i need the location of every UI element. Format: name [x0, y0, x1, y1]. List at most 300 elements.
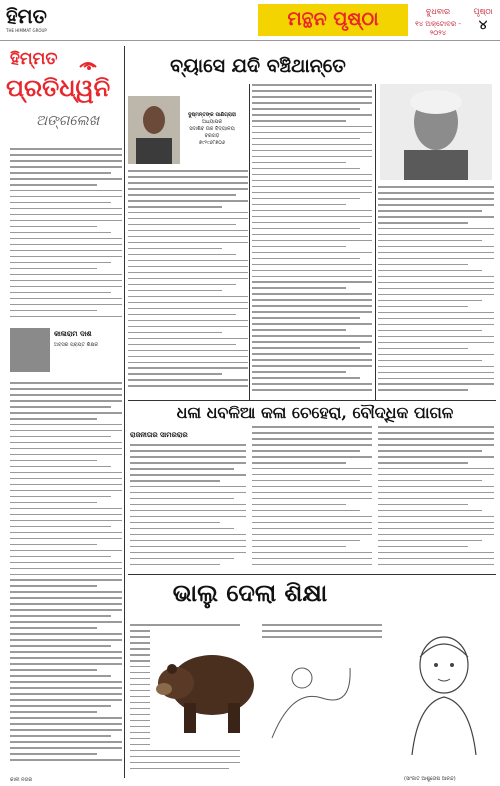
article-text-col8	[378, 426, 494, 570]
text-line	[378, 389, 468, 391]
text-line	[10, 621, 122, 623]
text-line	[252, 438, 372, 440]
article2-subhead: ରାଜନୀତାର ସାମରରାର	[130, 431, 188, 439]
text-line	[252, 329, 346, 331]
text-line	[10, 520, 122, 522]
text-line	[10, 759, 122, 761]
text-line	[130, 750, 240, 752]
text-line	[130, 534, 246, 536]
article-text-col5	[10, 382, 122, 770]
text-line	[10, 274, 122, 276]
text-line	[378, 504, 468, 506]
text-line	[130, 762, 240, 764]
text-line	[378, 444, 494, 446]
text-line	[130, 510, 246, 512]
text-line	[252, 371, 346, 373]
text-line	[252, 377, 360, 379]
text-line	[252, 198, 360, 200]
text-line	[10, 478, 122, 480]
text-line	[128, 373, 222, 375]
text-line	[130, 444, 246, 446]
text-line	[252, 534, 372, 536]
text-line	[10, 579, 122, 581]
text-line	[252, 552, 372, 554]
text-line	[10, 280, 122, 282]
text-line	[10, 460, 97, 462]
text-line	[10, 633, 122, 635]
text-line	[128, 176, 248, 178]
section-logo	[6, 47, 116, 142]
text-line	[10, 753, 97, 755]
text-line	[378, 426, 494, 428]
text-line	[128, 236, 248, 238]
text-line	[128, 367, 248, 369]
text-line	[10, 310, 97, 312]
article1-byline	[182, 112, 242, 147]
text-line	[128, 296, 248, 298]
text-line	[10, 544, 97, 546]
text-line	[378, 450, 482, 452]
text-line	[128, 182, 248, 184]
text-line	[378, 486, 494, 488]
text-line	[128, 338, 248, 340]
text-line	[10, 292, 111, 294]
text-line	[10, 472, 122, 474]
newspaper-logo: ହିମତ	[6, 4, 47, 28]
text-line	[130, 528, 234, 530]
text-line	[252, 299, 372, 301]
text-line	[252, 383, 372, 385]
text-line	[130, 450, 246, 452]
text-line	[252, 498, 372, 500]
footer-left: କାଳୀ ନଗର	[10, 777, 33, 783]
text-line	[10, 442, 122, 444]
text-line	[130, 480, 220, 482]
text-line	[10, 190, 122, 192]
text-line	[378, 522, 494, 524]
broadcast-icon	[76, 51, 106, 71]
text-line	[10, 538, 122, 540]
portrait-photo	[380, 84, 492, 180]
text-line	[252, 222, 372, 224]
text-line	[252, 528, 372, 530]
text-line	[252, 359, 372, 361]
text-line	[252, 305, 372, 307]
text-line	[130, 468, 234, 470]
text-line	[252, 564, 372, 566]
text-line	[252, 353, 372, 355]
article3-credit: (ସାଂଜାତ ଆଶୁତୋଷ ଆନନ୍ଦ)	[404, 776, 456, 782]
text-line	[378, 288, 494, 290]
text-line	[378, 318, 494, 320]
text-line	[252, 138, 360, 140]
text-line	[252, 108, 360, 110]
text-line	[10, 268, 97, 270]
text-line	[378, 258, 494, 260]
text-line	[252, 168, 360, 170]
text-line	[252, 210, 372, 212]
text-line	[378, 240, 482, 242]
text-line	[10, 693, 122, 695]
text-line	[252, 102, 372, 104]
text-line	[10, 184, 97, 186]
text-line	[252, 96, 372, 98]
article3-headline: ଭାଲୁ ଦେଲା ଶିକ୍ଷା	[172, 578, 328, 607]
text-line	[10, 639, 122, 641]
text-line	[252, 150, 372, 152]
text-line	[10, 675, 111, 677]
text-line	[128, 218, 248, 220]
text-line	[378, 474, 494, 476]
section-logo-line3: ଅଙ୍ଗଲେଖ	[36, 113, 100, 129]
text-line	[10, 585, 97, 587]
text-line	[10, 166, 122, 168]
text-line	[252, 114, 372, 116]
article2-headline: ଧଳା ଧବଳିଆ କଳା ଚେହେରା, ବୌଦ୍ଧିକ ପାଗଳ	[176, 403, 454, 422]
text-line	[10, 591, 122, 593]
text-line	[10, 202, 111, 204]
text-line	[10, 663, 122, 665]
text-line	[252, 90, 372, 92]
text-line	[252, 174, 372, 176]
text-line	[10, 424, 122, 426]
text-line	[378, 192, 494, 194]
bear-photo	[150, 629, 262, 745]
text-line	[378, 276, 494, 278]
text-line	[10, 238, 122, 240]
text-line	[378, 456, 494, 458]
text-line	[252, 522, 372, 524]
text-line	[252, 341, 372, 343]
masthead	[0, 0, 500, 41]
text-line	[130, 540, 246, 542]
text-line	[252, 264, 372, 266]
text-line	[10, 154, 122, 156]
text-line	[378, 324, 494, 326]
text-line	[252, 426, 372, 428]
text-line	[10, 568, 122, 570]
text-line	[10, 657, 122, 659]
text-line	[378, 300, 482, 302]
text-line	[252, 389, 372, 391]
text-line	[130, 492, 246, 494]
text-line	[378, 498, 494, 500]
text-line	[378, 468, 494, 470]
text-line	[10, 196, 122, 198]
text-line	[128, 254, 236, 256]
text-line	[378, 366, 494, 368]
text-line	[128, 332, 222, 334]
text-line	[130, 558, 234, 560]
text-line	[130, 462, 246, 464]
text-line	[10, 729, 122, 731]
text-line	[378, 246, 494, 248]
text-line	[252, 120, 346, 122]
text-line	[252, 186, 372, 188]
text-line	[252, 516, 372, 518]
text-line	[378, 383, 494, 385]
text-line	[252, 486, 372, 488]
text-line	[10, 705, 111, 707]
text-line	[252, 432, 372, 434]
text-line	[128, 350, 248, 352]
text-line	[252, 192, 372, 194]
column-divider	[249, 84, 250, 400]
newspaper-logo-tagline: THE HIMMAT GROUP	[6, 28, 47, 33]
text-line	[130, 474, 246, 476]
text-line	[378, 462, 468, 464]
article-text-col1	[10, 148, 122, 324]
text-line	[378, 348, 468, 350]
text-line	[130, 564, 220, 566]
text-line	[10, 388, 122, 390]
text-line	[252, 504, 346, 506]
text-line	[378, 282, 494, 284]
text-line	[130, 756, 240, 758]
text-line	[10, 244, 122, 246]
byline-org: ସଦାଶିବ ଉଚ୍ଚ ବିଦ୍ୟାଳୟ	[189, 126, 235, 132]
text-line	[128, 385, 248, 387]
text-line	[130, 456, 246, 458]
text-line	[378, 552, 494, 554]
text-line	[252, 444, 372, 446]
text-line	[10, 304, 122, 306]
text-line	[130, 768, 229, 770]
text-line	[378, 330, 482, 332]
text-line	[378, 216, 494, 218]
text-line	[10, 286, 122, 288]
text-line	[252, 258, 360, 260]
text-line	[128, 170, 248, 172]
text-line	[10, 250, 122, 252]
text-line	[10, 160, 122, 162]
sketch-illustration	[262, 648, 354, 748]
text-line	[252, 510, 360, 512]
text-line	[10, 723, 122, 725]
text-line	[252, 474, 372, 476]
text-line	[128, 290, 222, 292]
text-line	[128, 266, 248, 268]
text-line	[252, 228, 360, 230]
text-line	[378, 378, 494, 380]
text-line	[262, 636, 382, 638]
text-line	[10, 406, 111, 408]
article-text-col2	[128, 170, 248, 396]
text-line	[252, 335, 372, 337]
text-line	[262, 630, 382, 632]
text-line	[10, 430, 122, 432]
text-line	[252, 347, 360, 349]
section-banner-title: ମନ୍ଥନ ପୃଷ୍ଠା	[287, 8, 379, 30]
text-line	[10, 502, 97, 504]
text-line	[10, 627, 97, 629]
text-line	[10, 412, 122, 414]
text-line	[252, 456, 372, 458]
author2-role: ଅବସର ପ୍ରାପ୍ତ ଶିକ୍ଷକ	[54, 342, 99, 348]
text-line	[252, 270, 372, 272]
text-line	[378, 372, 494, 374]
text-line	[252, 287, 346, 289]
author2-card	[10, 328, 122, 376]
text-line	[252, 126, 372, 128]
text-line	[128, 230, 248, 232]
text-line	[10, 220, 122, 222]
text-line	[128, 242, 248, 244]
text-line	[10, 514, 122, 516]
byline-phone: ୭୯୨୯୬୮୭୦୬	[198, 140, 226, 146]
text-line	[10, 597, 122, 599]
text-line	[378, 270, 482, 272]
text-line	[130, 624, 240, 626]
text-line	[252, 540, 360, 542]
text-line	[128, 320, 248, 322]
text-line	[10, 603, 122, 605]
text-line	[130, 546, 246, 548]
article-text-col3	[252, 84, 372, 396]
text-line	[10, 717, 122, 719]
text-line	[252, 365, 372, 367]
text-line	[10, 645, 111, 647]
text-line	[252, 234, 372, 236]
text-line	[378, 342, 494, 344]
author2-photo	[10, 328, 50, 372]
column-divider	[124, 46, 125, 778]
article-text-col4	[378, 186, 494, 396]
text-line	[128, 248, 222, 250]
text-line	[10, 208, 122, 210]
text-line	[10, 256, 122, 258]
text-line	[10, 609, 122, 611]
text-line	[378, 360, 482, 362]
text-line	[10, 394, 122, 396]
issue-date: ୧୪ ଅକ୍ଟୋବର - ୨୦୨୪	[415, 20, 461, 37]
text-line	[10, 496, 111, 498]
text-line	[10, 178, 122, 180]
text-line	[128, 188, 248, 190]
section-divider	[128, 574, 496, 575]
text-line	[252, 204, 346, 206]
text-line	[378, 564, 494, 566]
text-line	[252, 293, 372, 295]
text-line	[10, 574, 122, 576]
text-line	[252, 162, 346, 164]
text-line	[378, 558, 494, 560]
byline-name: ଦୁଷ୍ମନ୍ତଙ୍କ ପାଣିଗ୍ରାହୀ	[188, 112, 236, 118]
text-line	[378, 510, 482, 512]
text-line	[130, 552, 246, 554]
text-line	[130, 504, 246, 506]
text-line	[10, 418, 97, 420]
text-line	[378, 546, 468, 548]
byline-role: ଅଧ୍ୟାପକ	[201, 119, 223, 125]
text-line	[10, 669, 97, 671]
text-line	[10, 262, 111, 264]
text-line	[128, 260, 248, 262]
text-line	[252, 246, 346, 248]
text-line	[128, 278, 248, 280]
text-line	[378, 336, 494, 338]
text-line	[252, 311, 372, 313]
text-line	[10, 298, 122, 300]
text-line	[378, 198, 494, 200]
text-line	[252, 276, 372, 278]
text-line	[378, 540, 482, 542]
text-line	[378, 264, 468, 266]
text-line	[10, 741, 122, 743]
text-line	[130, 522, 220, 524]
text-line	[262, 624, 382, 626]
text-line	[252, 462, 346, 464]
text-line	[10, 699, 122, 701]
text-line	[378, 312, 494, 314]
text-line	[10, 490, 122, 492]
text-line	[10, 681, 122, 683]
text-line	[10, 651, 122, 653]
text-line	[128, 224, 236, 226]
text-line	[378, 492, 494, 494]
text-line	[10, 448, 122, 450]
text-line	[10, 747, 122, 749]
article-text-col6	[130, 444, 246, 570]
text-line	[130, 486, 246, 488]
text-line	[10, 400, 122, 402]
text-line	[10, 532, 122, 534]
page-number: ୪	[478, 18, 488, 33]
text-line	[128, 314, 236, 316]
text-line	[252, 240, 372, 242]
text-line	[10, 382, 122, 384]
text-line	[252, 450, 360, 452]
text-line	[10, 214, 122, 216]
text-line	[10, 148, 122, 150]
text-line	[252, 468, 372, 470]
article-text-col7	[252, 426, 372, 570]
text-line	[378, 354, 494, 356]
text-line	[10, 735, 111, 737]
text-line	[128, 200, 248, 202]
text-line	[10, 550, 122, 552]
text-line	[252, 252, 372, 254]
text-line	[252, 144, 372, 146]
text-line	[128, 284, 236, 286]
text-line	[252, 480, 360, 482]
text-line	[252, 492, 372, 494]
section-divider	[128, 400, 496, 401]
section-logo-line2: ପ୍ରତିଧ୍ୱନି	[6, 73, 111, 102]
text-line	[128, 326, 248, 328]
text-line	[10, 466, 111, 468]
text-line	[10, 508, 122, 510]
author-photo	[128, 96, 180, 164]
text-line	[10, 226, 97, 228]
text-line	[128, 362, 248, 364]
text-line	[10, 526, 111, 528]
byline-place: ବରଗଡ଼	[204, 133, 220, 139]
text-line	[128, 206, 222, 208]
text-line	[10, 436, 111, 438]
text-line	[378, 252, 494, 254]
text-line	[378, 294, 494, 296]
text-line	[128, 344, 236, 346]
text-line	[252, 156, 372, 158]
section-logo-line1: ହିମ୍ମତ	[10, 49, 58, 69]
text-line	[252, 558, 372, 560]
article1-headline: ବ୍ୟାସେ ଯଦି ବଞ୍ଚିଥାନ୍ତେ	[170, 55, 346, 77]
text-line	[378, 222, 468, 224]
text-line	[252, 317, 360, 319]
text-line	[10, 316, 122, 318]
page-label: ପୃଷ୍ଠା	[473, 7, 493, 16]
